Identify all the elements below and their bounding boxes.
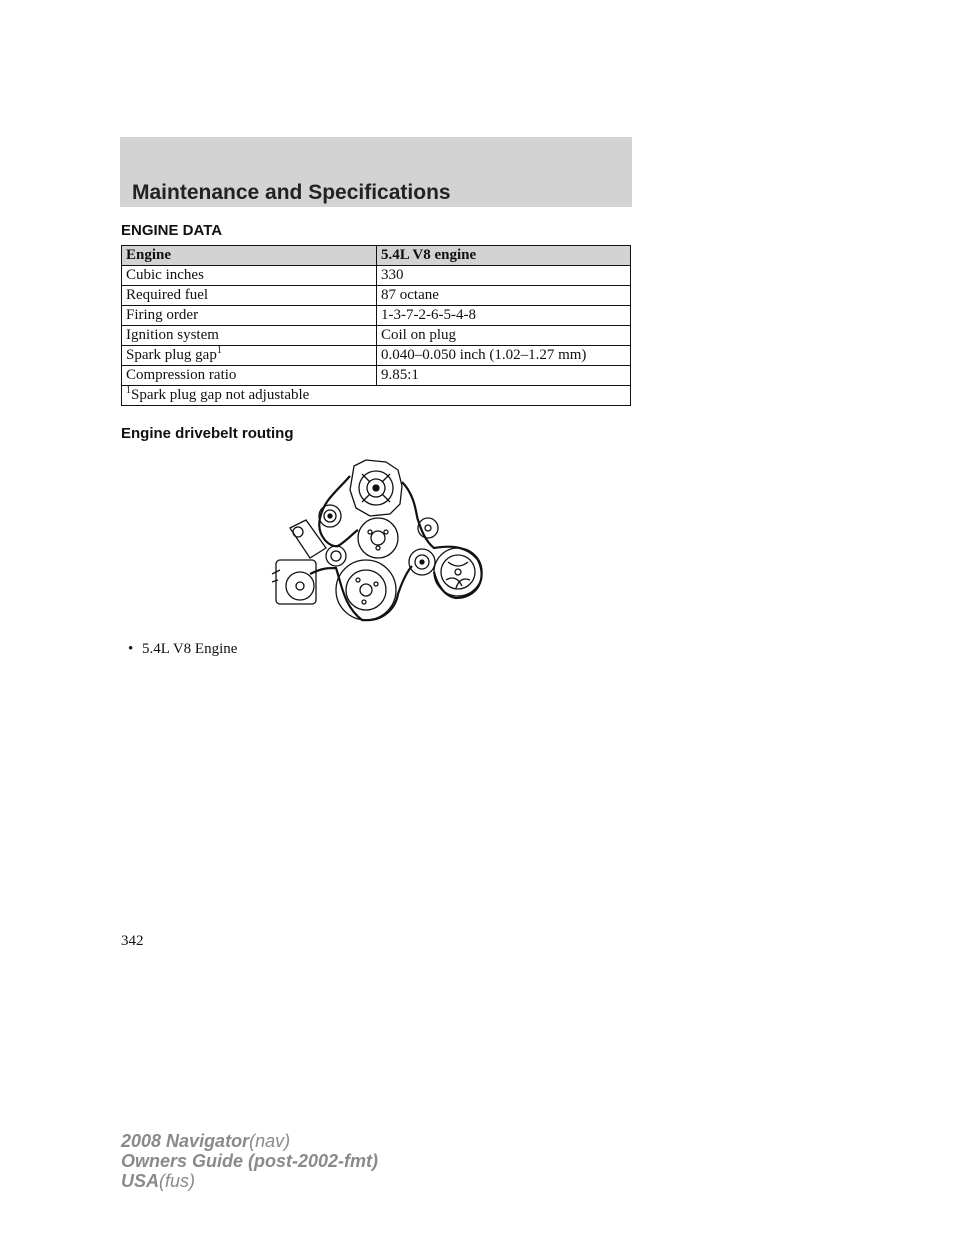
footer-model-code: (nav) <box>249 1131 291 1151</box>
table-cell: 9.85:1 <box>377 366 631 386</box>
power-steering-pump-icon <box>290 520 346 566</box>
table-cell-text: Spark plug gap <box>126 347 217 363</box>
table-row <box>122 266 631 286</box>
footnote-marker: 1 <box>126 385 131 396</box>
table-row <box>122 326 631 346</box>
footer <box>121 1131 378 1191</box>
table-cell: 0.040–0.050 inch (1.02–1.27 mm) <box>377 346 631 366</box>
table-footnote <box>122 386 631 406</box>
table-cell: Cubic inches <box>122 266 377 286</box>
bullet-dot: • <box>128 641 134 657</box>
bullet-text: 5.4L V8 Engine <box>142 641 238 657</box>
table-header-row <box>122 246 631 266</box>
tensioner-icon <box>409 549 435 575</box>
ac-compressor-icon <box>272 560 316 604</box>
table-cell: Ignition system <box>122 326 377 346</box>
table-footnote-row <box>122 386 631 406</box>
alternator-icon <box>350 460 402 516</box>
table-cell <box>122 346 377 366</box>
table-cell: 1-3-7-2-6-5-4-8 <box>377 306 631 326</box>
table-header-cell: 5.4L V8 engine <box>377 246 631 266</box>
table-row <box>122 286 631 306</box>
footer-line-3 <box>121 1171 378 1191</box>
drivebelt-title: Engine drivebelt routing <box>121 425 294 442</box>
engine-data-table <box>121 245 631 406</box>
table-header-cell: Engine <box>122 246 377 266</box>
table-row <box>122 306 631 326</box>
footer-line-1 <box>121 1131 378 1151</box>
table-cell: Required fuel <box>122 286 377 306</box>
table-cell: Firing order <box>122 306 377 326</box>
footer-model: 2008 Navigator <box>121 1131 250 1151</box>
footnote-ref: 1 <box>216 345 222 356</box>
table-cell: Coil on plug <box>377 326 631 346</box>
drivebelt-routing-diagram <box>266 456 498 624</box>
table-row <box>122 366 631 386</box>
table-cell: 330 <box>377 266 631 286</box>
footer-market-code: (fus) <box>159 1171 196 1191</box>
header-band <box>120 137 632 207</box>
table-row <box>122 346 631 366</box>
footer-line-2 <box>121 1151 378 1171</box>
water-pump-icon <box>358 518 398 558</box>
section-title: ENGINE DATA <box>121 222 223 239</box>
footer-market: USA <box>121 1171 160 1191</box>
footnote-text: Spark plug gap not adjustable <box>131 387 310 403</box>
table-cell: Compression ratio <box>122 366 377 386</box>
bullet-item <box>128 641 237 658</box>
table-cell: 87 octane <box>377 286 631 306</box>
footer-guide: Owners Guide (post-2002-fmt) <box>121 1151 379 1171</box>
page-number: 342 <box>121 933 144 949</box>
header-title: Maintenance and Specifications <box>132 181 451 204</box>
crankshaft-pulley-icon <box>336 560 396 620</box>
